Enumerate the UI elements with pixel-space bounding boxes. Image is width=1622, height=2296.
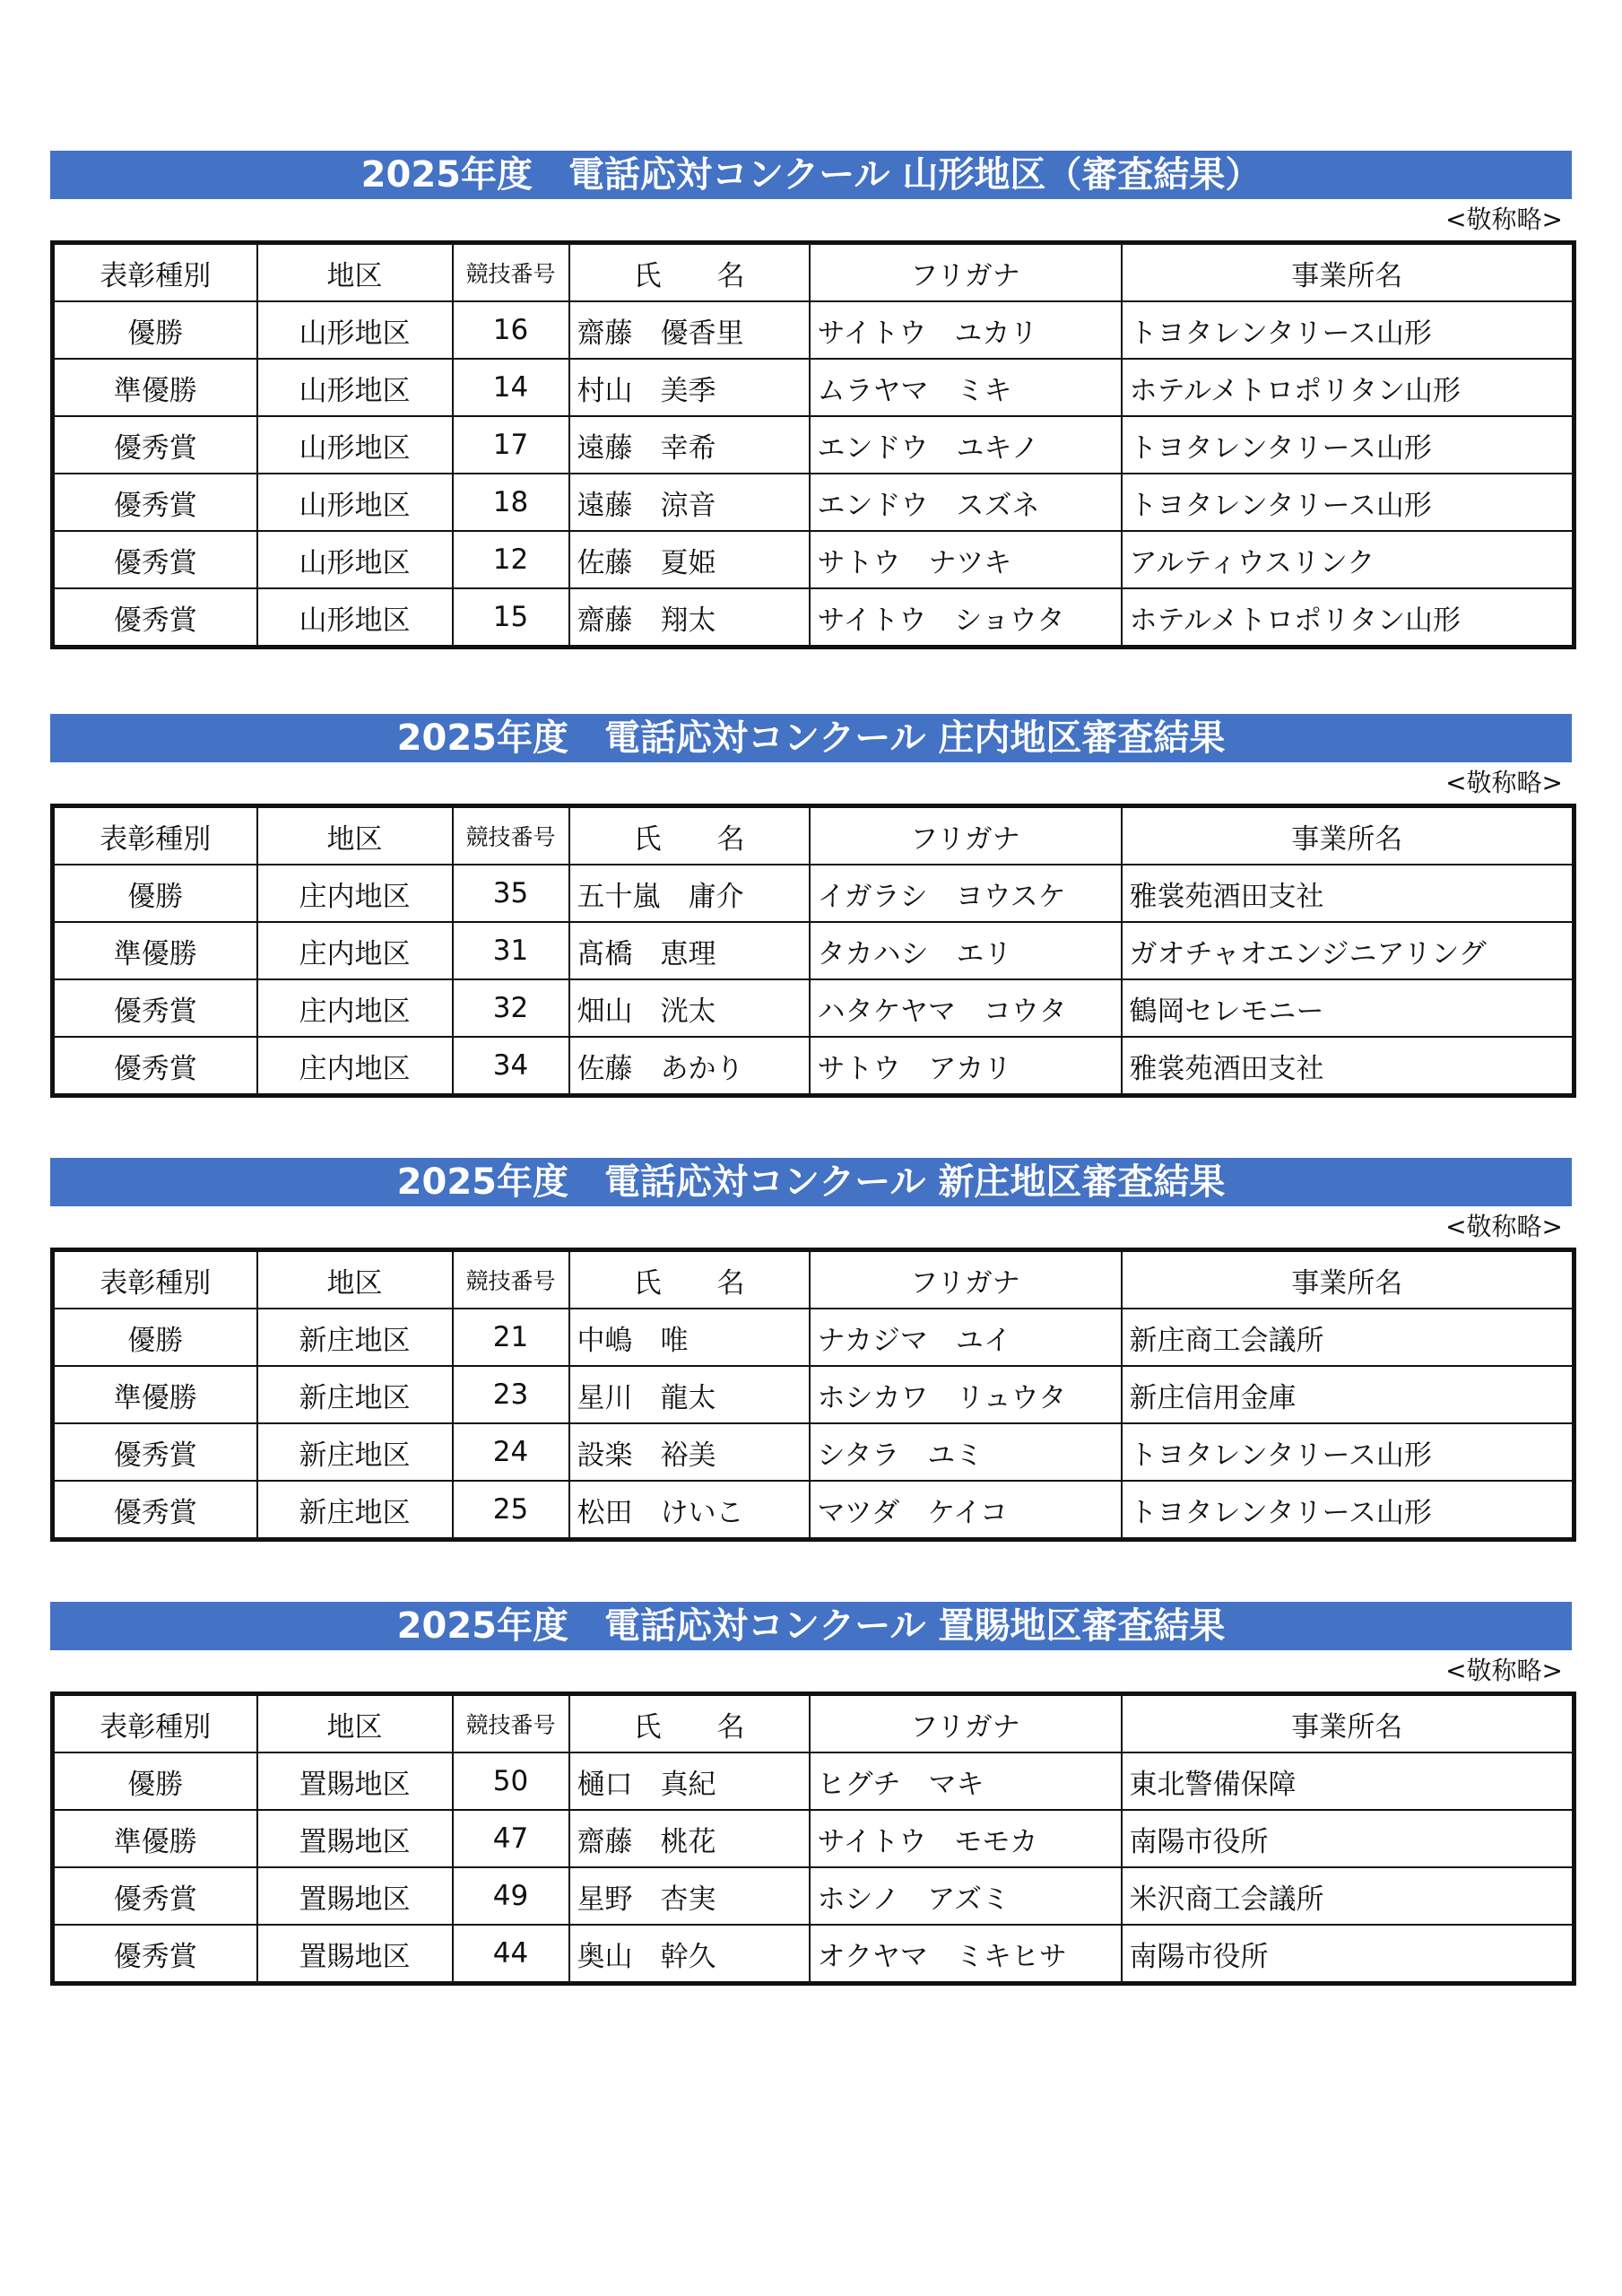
column-header-district: 地区 <box>257 1250 453 1309</box>
cell-award-type: 優勝 <box>53 865 257 922</box>
cell-competition-number: 47 <box>453 1810 569 1867</box>
cell-district: 新庄地区 <box>257 1423 453 1481</box>
cell-furigana: サイトウ ユカリ <box>810 301 1122 359</box>
cell-award-type: 準優勝 <box>53 359 257 416</box>
cell-competition-number: 16 <box>453 301 569 359</box>
table-row <box>53 1481 1574 1540</box>
column-header-competition-number: 競技番号 <box>453 1250 569 1309</box>
cell-competition-number: 23 <box>453 1366 569 1423</box>
honorific-note: <敬称略> <box>1445 1656 1563 1685</box>
column-header-competition-number: 競技番号 <box>453 1694 569 1753</box>
cell-district: 庄内地区 <box>257 922 453 979</box>
table-row <box>53 1423 1574 1481</box>
cell-award-type: 優勝 <box>53 1309 257 1366</box>
cell-district: 新庄地区 <box>257 1366 453 1423</box>
table-row <box>53 301 1574 359</box>
results-section <box>50 151 1572 649</box>
cell-furigana: サイトウ モモカ <box>810 1810 1122 1867</box>
cell-name: 五十嵐 庸介 <box>569 865 810 922</box>
cell-company: トヨタレンタリース山形 <box>1122 474 1574 531</box>
cell-furigana: サトウ ナツキ <box>810 531 1122 588</box>
cell-award-type: 準優勝 <box>53 1366 257 1423</box>
cell-furigana: サイトウ ショウタ <box>810 588 1122 648</box>
cell-award-type: 優秀賞 <box>53 1925 257 1984</box>
column-header-competition-number: 競技番号 <box>453 806 569 865</box>
column-header-company: 事業所名 <box>1122 1694 1574 1753</box>
cell-name: 村山 美季 <box>569 359 810 416</box>
cell-district: 山形地区 <box>257 359 453 416</box>
cell-name: 遠藤 幸希 <box>569 416 810 474</box>
table-row <box>53 359 1574 416</box>
table-row <box>53 1925 1574 1984</box>
cell-name: 奥山 幹久 <box>569 1925 810 1984</box>
cell-company: 雅裳苑酒田支社 <box>1122 865 1574 922</box>
column-header-name: 氏 名 <box>569 1250 810 1309</box>
honorific-note: <敬称略> <box>1445 768 1563 797</box>
cell-district: 置賜地区 <box>257 1925 453 1984</box>
cell-company: 東北警備保障 <box>1122 1752 1574 1810</box>
cell-award-type: 優秀賞 <box>53 1037 257 1096</box>
column-header-district: 地区 <box>257 806 453 865</box>
table-row <box>53 1037 1574 1096</box>
cell-award-type: 優勝 <box>53 301 257 359</box>
section-title: 2025年度 電話応対コンクール 山形地区（審査結果） <box>50 151 1572 199</box>
column-header-furigana: フリガナ <box>810 243 1122 302</box>
section-title: 2025年度 電話応対コンクール 庄内地区審査結果 <box>50 714 1572 762</box>
cell-competition-number: 50 <box>453 1752 569 1810</box>
results-table <box>50 1692 1576 1986</box>
cell-award-type: 優秀賞 <box>53 416 257 474</box>
cell-company: 雅裳苑酒田支社 <box>1122 1037 1574 1096</box>
cell-furigana: エンドウ スズネ <box>810 474 1122 531</box>
cell-furigana: マツダ ケイコ <box>810 1481 1122 1540</box>
results-table <box>50 804 1576 1098</box>
cell-name: 遠藤 涼音 <box>569 474 810 531</box>
cell-furigana: ハタケヤマ コウタ <box>810 979 1122 1037</box>
honorific-note: <敬称略> <box>1445 204 1563 234</box>
column-header-district: 地区 <box>257 1694 453 1753</box>
cell-competition-number: 18 <box>453 474 569 531</box>
cell-competition-number: 21 <box>453 1309 569 1366</box>
column-header-competition-number: 競技番号 <box>453 243 569 302</box>
cell-district: 庄内地区 <box>257 979 453 1037</box>
cell-company: 南陽市役所 <box>1122 1925 1574 1984</box>
table-header-row <box>53 1694 1574 1753</box>
cell-name: 髙橋 恵理 <box>569 922 810 979</box>
section-title: 2025年度 電話応対コンクール 新庄地区審査結果 <box>50 1158 1572 1206</box>
column-header-company: 事業所名 <box>1122 1250 1574 1309</box>
cell-name: 齋藤 翔太 <box>569 588 810 648</box>
cell-competition-number: 25 <box>453 1481 569 1540</box>
cell-company: トヨタレンタリース山形 <box>1122 301 1574 359</box>
table-row <box>53 865 1574 922</box>
cell-competition-number: 17 <box>453 416 569 474</box>
cell-award-type: 優秀賞 <box>53 474 257 531</box>
column-header-award-type: 表彰種別 <box>53 806 257 865</box>
column-header-company: 事業所名 <box>1122 806 1574 865</box>
cell-award-type: 準優勝 <box>53 922 257 979</box>
cell-furigana: エンドウ ユキノ <box>810 416 1122 474</box>
table-row <box>53 474 1574 531</box>
results-table <box>50 240 1576 649</box>
cell-district: 置賜地区 <box>257 1810 453 1867</box>
cell-furigana: タカハシ エリ <box>810 922 1122 979</box>
cell-award-type: 優秀賞 <box>53 588 257 648</box>
table-row <box>53 1366 1574 1423</box>
column-header-name: 氏 名 <box>569 806 810 865</box>
cell-company: 新庄商工会議所 <box>1122 1309 1574 1366</box>
table-row <box>53 1810 1574 1867</box>
cell-competition-number: 35 <box>453 865 569 922</box>
cell-name: 中嶋 唯 <box>569 1309 810 1366</box>
cell-name: 星川 龍太 <box>569 1366 810 1423</box>
cell-furigana: シタラ ユミ <box>810 1423 1122 1481</box>
cell-name: 齋藤 桃花 <box>569 1810 810 1867</box>
cell-furigana: ホシカワ リュウタ <box>810 1366 1122 1423</box>
table-row <box>53 1752 1574 1810</box>
cell-furigana: ナカジマ ユイ <box>810 1309 1122 1366</box>
column-header-name: 氏 名 <box>569 1694 810 1753</box>
table-row <box>53 1309 1574 1366</box>
cell-name: 齋藤 優香里 <box>569 301 810 359</box>
cell-company: 南陽市役所 <box>1122 1810 1574 1867</box>
table-row <box>53 416 1574 474</box>
cell-competition-number: 32 <box>453 979 569 1037</box>
results-section <box>50 1602 1572 1986</box>
cell-competition-number: 15 <box>453 588 569 648</box>
results-section <box>50 1158 1572 1542</box>
column-header-furigana: フリガナ <box>810 1694 1122 1753</box>
column-header-award-type: 表彰種別 <box>53 1694 257 1753</box>
cell-company: ガオチャオエンジニアリング <box>1122 922 1574 979</box>
table-header-row <box>53 243 1574 302</box>
table-header-row <box>53 806 1574 865</box>
cell-district: 庄内地区 <box>257 1037 453 1096</box>
cell-company: トヨタレンタリース山形 <box>1122 1481 1574 1540</box>
column-header-district: 地区 <box>257 243 453 302</box>
cell-district: 山形地区 <box>257 474 453 531</box>
table-row <box>53 531 1574 588</box>
cell-furigana: ホシノ アズミ <box>810 1867 1122 1925</box>
cell-district: 庄内地区 <box>257 865 453 922</box>
cell-furigana: イガラシ ヨウスケ <box>810 865 1122 922</box>
column-header-award-type: 表彰種別 <box>53 243 257 302</box>
column-header-company: 事業所名 <box>1122 243 1574 302</box>
cell-company: ホテルメトロポリタン山形 <box>1122 359 1574 416</box>
cell-award-type: 優秀賞 <box>53 979 257 1037</box>
column-header-name: 氏 名 <box>569 243 810 302</box>
table-row <box>53 922 1574 979</box>
cell-award-type: 優秀賞 <box>53 1481 257 1540</box>
cell-competition-number: 44 <box>453 1925 569 1984</box>
cell-company: 新庄信用金庫 <box>1122 1366 1574 1423</box>
cell-company: ホテルメトロポリタン山形 <box>1122 588 1574 648</box>
cell-district: 新庄地区 <box>257 1309 453 1366</box>
cell-district: 山形地区 <box>257 588 453 648</box>
table-row <box>53 1867 1574 1925</box>
cell-district: 山形地区 <box>257 531 453 588</box>
cell-company: 米沢商工会議所 <box>1122 1867 1574 1925</box>
honorific-note: <敬称略> <box>1445 1212 1563 1241</box>
cell-district: 置賜地区 <box>257 1752 453 1810</box>
results-table <box>50 1248 1576 1542</box>
cell-award-type: 準優勝 <box>53 1810 257 1867</box>
cell-company: トヨタレンタリース山形 <box>1122 416 1574 474</box>
cell-furigana: ムラヤマ ミキ <box>810 359 1122 416</box>
cell-company: アルティウスリンク <box>1122 531 1574 588</box>
column-header-award-type: 表彰種別 <box>53 1250 257 1309</box>
results-section <box>50 714 1572 1098</box>
table-header-row <box>53 1250 1574 1309</box>
column-header-furigana: フリガナ <box>810 806 1122 865</box>
cell-name: 松田 けいこ <box>569 1481 810 1540</box>
cell-name: 佐藤 あかり <box>569 1037 810 1096</box>
cell-award-type: 優秀賞 <box>53 1423 257 1481</box>
cell-award-type: 優秀賞 <box>53 1867 257 1925</box>
cell-competition-number: 49 <box>453 1867 569 1925</box>
column-header-furigana: フリガナ <box>810 1250 1122 1309</box>
cell-competition-number: 24 <box>453 1423 569 1481</box>
cell-award-type: 優勝 <box>53 1752 257 1810</box>
cell-district: 新庄地区 <box>257 1481 453 1540</box>
table-row <box>53 588 1574 648</box>
cell-company: トヨタレンタリース山形 <box>1122 1423 1574 1481</box>
cell-name: 佐藤 夏姫 <box>569 531 810 588</box>
cell-competition-number: 14 <box>453 359 569 416</box>
cell-furigana: ヒグチ マキ <box>810 1752 1122 1810</box>
cell-furigana: サトウ アカリ <box>810 1037 1122 1096</box>
section-title: 2025年度 電話応対コンクール 置賜地区審査結果 <box>50 1602 1572 1650</box>
table-row <box>53 979 1574 1037</box>
cell-name: 樋口 真紀 <box>569 1752 810 1810</box>
cell-furigana: オクヤマ ミキヒサ <box>810 1925 1122 1984</box>
cell-competition-number: 31 <box>453 922 569 979</box>
cell-competition-number: 34 <box>453 1037 569 1096</box>
cell-district: 山形地区 <box>257 416 453 474</box>
cell-name: 設楽 裕美 <box>569 1423 810 1481</box>
cell-award-type: 優秀賞 <box>53 531 257 588</box>
cell-name: 星野 杏実 <box>569 1867 810 1925</box>
cell-company: 鶴岡セレモニー <box>1122 979 1574 1037</box>
cell-district: 山形地区 <box>257 301 453 359</box>
cell-name: 畑山 洸太 <box>569 979 810 1037</box>
cell-competition-number: 12 <box>453 531 569 588</box>
cell-district: 置賜地区 <box>257 1867 453 1925</box>
